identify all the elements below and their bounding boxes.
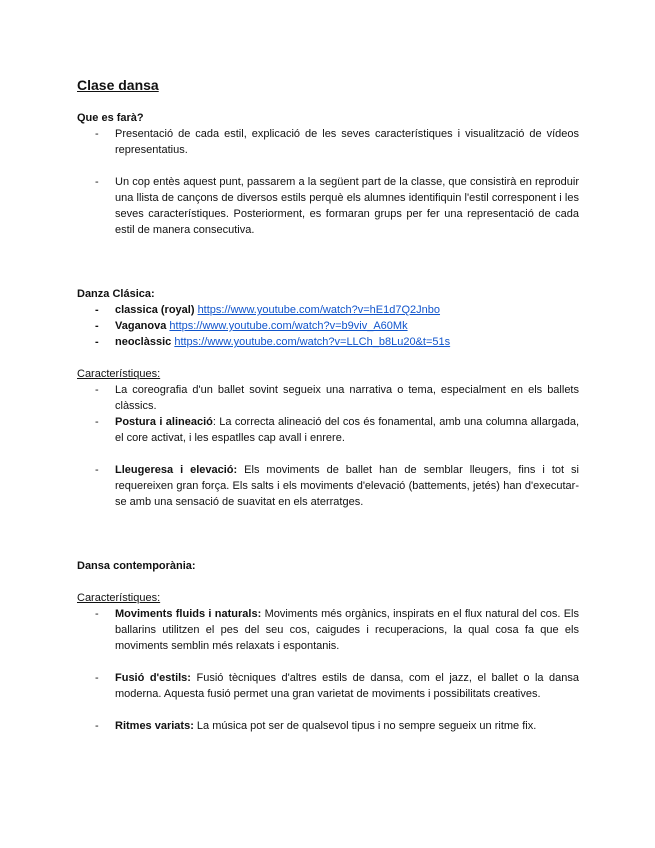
- dash-marker: -: [95, 608, 99, 620]
- dash-marker: -: [95, 176, 99, 188]
- video-link[interactable]: https://www.youtube.com/watch?v=LLCh_b8Lu20&t=51s: [174, 336, 451, 348]
- video-link[interactable]: https://www.youtube.com/watch?v=hE1d7Q2Jnbo: [197, 304, 441, 316]
- list-item: - Moviments fluids i naturals: Moviments més orgànics, inspirats en el flux natural del cos. Els ballarins utilitzen el pes del seu cos, caigudes i recuperacions, la qual cosa fa que els moviments semblin més relaxats i espontanis.: [95, 608, 580, 652]
- document: [77, 76, 579, 734]
- video-item: - classica (royal) https://www.youtube.com/watch?v=hE1d7Q2Jnbo: [95, 304, 441, 316]
- bullet-marker: -: [95, 320, 99, 332]
- list-item: - Postura i alineació: La correcta alineació del cos és fonamental, amb una columna allargada, el core activat, i les espatlles cap avall i enrere.: [95, 416, 580, 444]
- dash-marker: -: [95, 416, 99, 428]
- video-link[interactable]: https://www.youtube.com/watch?v=b9viv_A60Mk: [169, 320, 408, 332]
- dash-marker: -: [95, 384, 99, 396]
- intro-list: [77, 126, 579, 238]
- intro-heading: Que es farà?: [77, 112, 144, 124]
- list-item: - Un cop entès aquest punt, passarem a la següent part de la classe, que consistirà en reproduir una llista de cançons de diversos estils perquè els alumnes identifiquin l'estil corresponent i les seves característiques. Posteriorment, es formaran grups per fer una representació de cada estil de manera consecutiva.: [95, 176, 579, 236]
- document-title: Clase dansa: [77, 77, 159, 93]
- contemporary-features-list: [77, 606, 579, 734]
- video-item: - neoclàssic https://www.youtube.com/watch?v=LLCh_b8Lu20&t=51s: [95, 336, 451, 348]
- classical-video-list: [77, 302, 579, 350]
- contemporary-heading: Dansa contemporània:: [77, 560, 196, 572]
- list-item: - Fusió d'estils: Fusió tècniques d'altres estils de dansa, com el jazz, el ballet o la dansa moderna. Aquesta fusió permet una gran varietat de moviments i possibilitats creatives.: [95, 672, 579, 700]
- dash-marker: -: [95, 128, 99, 140]
- contemporary-features-heading: Característiques:: [77, 592, 161, 604]
- dash-marker: -: [95, 672, 99, 684]
- list-item: - La coreografia d'un ballet sovint segueix una narrativa o tema, especialment en els ballets clàssics.: [95, 384, 579, 412]
- classical-features-list: [77, 382, 579, 510]
- classical-heading: Danza Clásica:: [77, 288, 155, 300]
- bullet-marker: -: [95, 336, 99, 348]
- classical-features-heading: Característiques:: [77, 368, 161, 380]
- list-item: - Lleugeresa i elevació: Els moviments de ballet han de semblar lleugers, fins i tot si requereixen gran força. Els salts i els moviments d'elevació (battements, jetés) han d'executar-se amb una sensació de suavitat en els aterratges.: [95, 464, 579, 508]
- bullet-marker: -: [95, 304, 99, 316]
- list-item: - Presentació de cada estil, explicació de les seves característiques i visualització de vídeos representatius.: [95, 128, 579, 156]
- dash-marker: -: [95, 720, 99, 732]
- dash-marker: -: [95, 464, 99, 476]
- list-item: - Ritmes variats: La música pot ser de qualsevol tipus i no sempre segueix un ritme fix.: [95, 720, 537, 732]
- video-item: - Vaganova https://www.youtube.com/watch?v=b9viv_A60Mk: [95, 320, 408, 332]
